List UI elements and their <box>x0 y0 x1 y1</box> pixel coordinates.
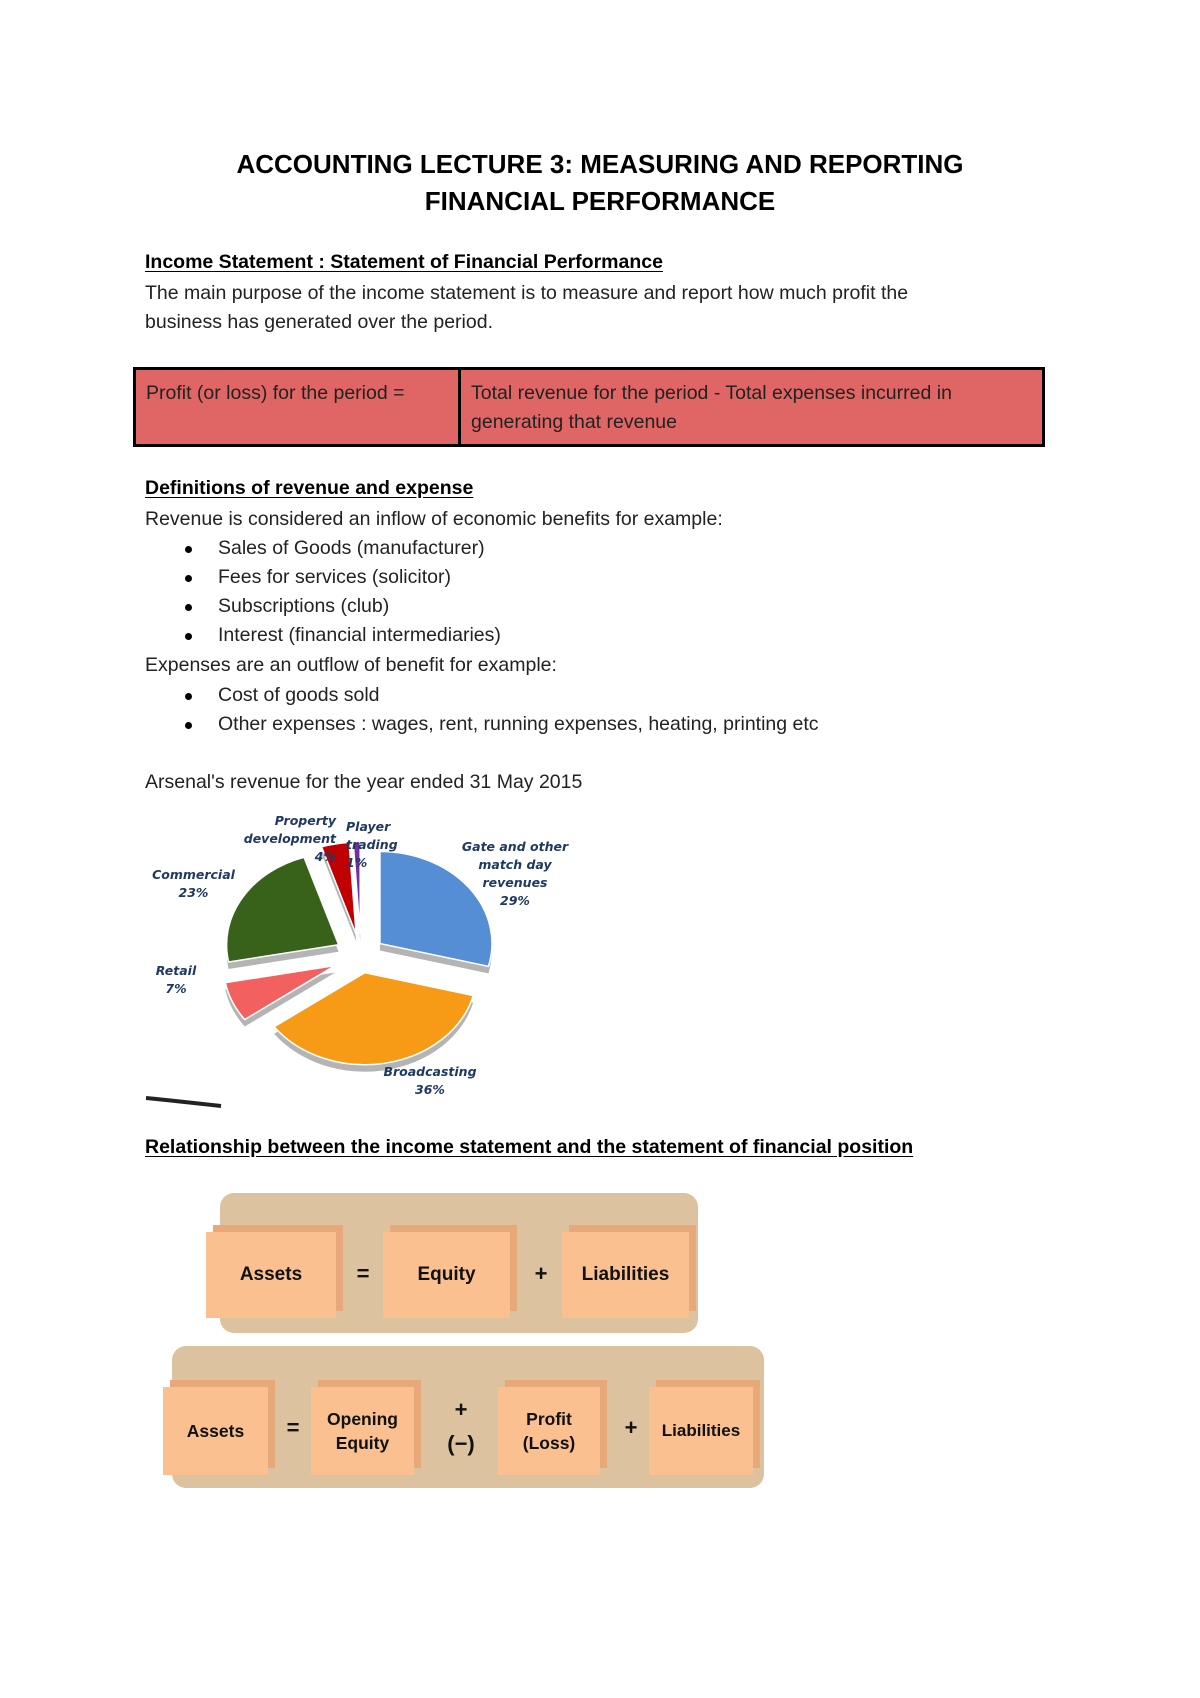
title-line-1: ACCOUNTING LECTURE 3: MEASURING AND REPORTING <box>236 149 964 179</box>
pie-label-commercial <box>146 866 241 902</box>
income-statement-heading: Income Statement : Statement of Financial Performance <box>145 251 663 273</box>
equation-2-plus-minus <box>436 1393 486 1461</box>
pie-slice-commercial <box>227 857 339 962</box>
pie-label-gate <box>460 838 570 910</box>
equation-1-liabilities-box: Liabilities <box>562 1232 689 1318</box>
income-statement-line-1: The main purpose of the income statement is to measure and report how much profit the <box>145 282 909 304</box>
opening-equity-line-2: Equity <box>335 1433 390 1453</box>
list-item: Subscriptions (club) <box>145 592 501 621</box>
list-item: Other expenses : wages, rent, running expenses, heating, printing etc <box>145 710 819 739</box>
pie-label-broadcasting-value: 36% <box>415 1082 445 1097</box>
pie-label-retail-name: Retail <box>155 963 197 978</box>
equation-2-minus: (−) <box>447 1431 475 1456</box>
relationship-heading: Relationship between the income statement and the statement of financial position <box>145 1136 914 1158</box>
formula-right-line-1: Total revenue for the period - Total expenses incurred in <box>471 382 952 404</box>
revenue-intro: Revenue is considered an inflow of economic benefits for example: <box>145 508 723 530</box>
list-item: Fees for services (solicitor) <box>145 563 501 592</box>
formula-right-line-2: generating that revenue <box>471 411 677 433</box>
definitions-heading: Definitions of revenue and expense <box>145 477 474 499</box>
equation-2-opening-equity-box <box>311 1387 414 1475</box>
pie-label-retail <box>146 962 206 998</box>
list-item: Sales of Goods (manufacturer) <box>145 534 501 563</box>
expense-intro: Expenses are an outflow of benefit for example: <box>145 654 557 676</box>
expense-list <box>145 681 819 739</box>
equation-2-plus-2: + <box>624 1415 638 1440</box>
equation-2-liabilities-box: Liabilities <box>649 1387 753 1475</box>
pie-label-gate-value: 29% <box>500 893 530 908</box>
formula-left-cell: Profit (or loss) for the period = <box>136 370 461 444</box>
opening-equity-line-1: Opening <box>327 1409 398 1429</box>
equation-1-assets-box: Assets <box>206 1232 336 1318</box>
equation-1-equals: = <box>356 1261 370 1286</box>
pie-label-commercial-value: 23% <box>178 885 209 900</box>
income-statement-text <box>145 279 908 337</box>
pie-label-retail-value: 7% <box>165 981 187 996</box>
pie-label-player <box>346 818 404 872</box>
equation-1-plus: + <box>534 1261 548 1286</box>
equation-2-assets-box: Assets <box>163 1387 268 1475</box>
pie-label-player-value: 1% <box>346 855 368 870</box>
income-statement-line-2: business has generated over the period. <box>145 311 493 333</box>
equation-1-equity-box: Equity <box>383 1232 510 1318</box>
page-title <box>0 146 1200 220</box>
equation-2-profit-box <box>498 1387 600 1475</box>
pie-label-player-name: Player trading <box>346 819 398 852</box>
pie-label-property <box>238 812 336 866</box>
pie-label-broadcasting-name: Broadcasting <box>383 1064 477 1079</box>
list-item: Cost of goods sold <box>145 681 819 710</box>
pie-label-property-value: 4% <box>314 849 336 864</box>
profit-line-1: Profit <box>526 1409 572 1429</box>
list-item: Interest (financial intermediaries) <box>145 621 501 650</box>
formula-right-cell <box>461 370 1042 444</box>
equation-2-plus: + <box>454 1397 468 1422</box>
profit-formula-table <box>133 367 1045 447</box>
profit-line-2: (Loss) <box>522 1433 576 1453</box>
pie-label-gate-name: Gate and other match day revenues <box>461 839 569 890</box>
revenue-list <box>145 534 501 650</box>
pie-label-property-name: Property development <box>243 813 336 846</box>
equation-2-equals: = <box>286 1415 300 1440</box>
chart-caption: Arsenal's revenue for the year ended 31 May 2015 <box>145 771 583 793</box>
pie-label-broadcasting <box>375 1063 485 1099</box>
pie-label-commercial-name: Commercial <box>152 867 235 882</box>
title-line-2: FINANCIAL PERFORMANCE <box>424 186 776 216</box>
